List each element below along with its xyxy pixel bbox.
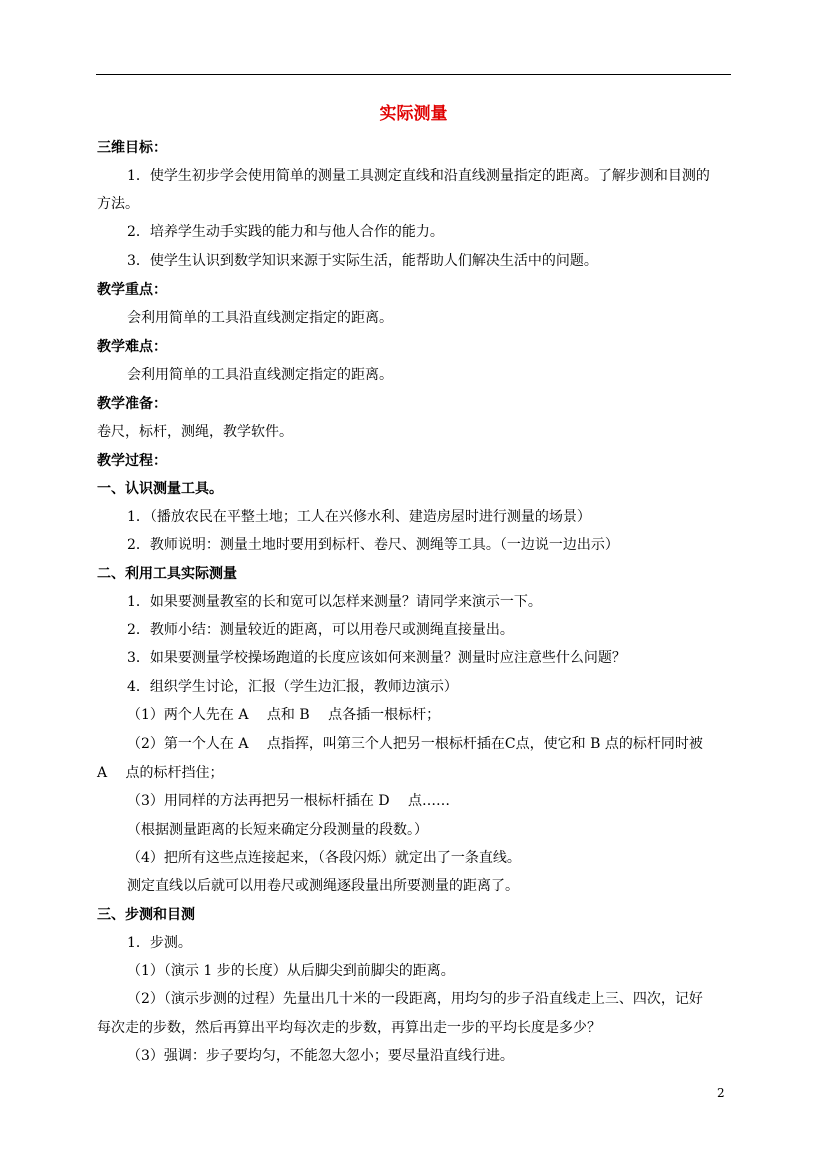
process-heading: 教学过程： xyxy=(97,453,167,469)
step-3: （3）用同样的方法再把另一根标杆插在 D 点…… xyxy=(127,793,451,809)
key-points-heading: 教学重点： xyxy=(97,282,167,298)
page-number: 2 xyxy=(717,1086,725,1100)
pace-step-2-line-2: 每次走的步数，然后再算出平均每次走的步数，再算出走一步的平均长度是多少？ xyxy=(97,1020,601,1036)
difficulty-text: 会利用简单的工具沿直线测定指定的距离。 xyxy=(127,367,393,383)
pace-step-1: （1）（演示 1 步的长度）从后脚尖到前脚尖的距离。 xyxy=(127,963,455,979)
goal-1-line-2: 方法。 xyxy=(97,196,139,212)
part-1-item-2: 2．教师说明：测量土地时要用到标杆、卷尺、测绳等工具。（一边说一边出示） xyxy=(127,537,619,553)
part-2-item-3: 3．如果要测量学校操场跑道的长度应该如何来测量？测量时应注意些什么问题？ xyxy=(127,650,626,666)
key-points-text: 会利用简单的工具沿直线测定指定的距离。 xyxy=(127,310,393,326)
pace-step-2-line-1: （2）（演示步测的过程）先量出几十米的一段距离，用均匀的步子沿直线走上三、四次，记好 xyxy=(127,991,703,1007)
part-3-heading: 三、步测和目测 xyxy=(97,907,195,923)
part-2-heading: 二、利用工具实际测量 xyxy=(97,566,237,582)
part-2-item-2: 2．教师小结：测量较近的距离，可以用卷尺或测绳直接量出。 xyxy=(127,622,514,638)
step-3-note: （根据测量距离的长短来确定分段测量的段数。） xyxy=(127,822,428,838)
step-2-line-1: （2）第一个人在 A 点指挥，叫第三个人把另一根标杆插在C点，使它和 B 点的标杆同时被 xyxy=(127,736,703,752)
header-rule xyxy=(96,74,731,75)
step-4: （4）把所有这些点连接起来，（各段闪烁）就定出了一条直线。 xyxy=(127,850,521,866)
page-title: 实际测量 xyxy=(379,104,448,124)
step-2-line-2: A 点的标杆挡住； xyxy=(97,765,224,781)
preparation-text: 卷尺，标杆，测绳，教学软件。 xyxy=(97,424,293,440)
goals-heading: 三维目标： xyxy=(97,140,167,156)
part-3-item-1: 1．步测。 xyxy=(127,935,192,951)
part-1-item-1: 1．（播放农民在平整土地；工人在兴修水利、建造房屋时进行测量的场景） xyxy=(127,509,591,525)
goal-3: 3．使学生认识到数学知识来源于实际生活，能帮助人们解决生活中的问题。 xyxy=(127,253,598,269)
part-1-heading: 一、认识测量工具。 xyxy=(97,481,223,497)
part-2-item-1: 1．如果要测量教室的长和宽可以怎样来测量？请同学来演示一下。 xyxy=(127,594,542,610)
pace-step-3: （3）强调：步子要均匀，不能忽大忽小；要尽量沿直线行进。 xyxy=(127,1048,514,1064)
goal-1-line-1: 1．使学生初步学会使用简单的测量工具测定直线和沿直线测量指定的距离。了解步测和目测的 xyxy=(127,168,710,184)
goal-2: 2．培养学生动手实践的能力和与他人合作的能力。 xyxy=(127,224,444,240)
step-1: （1）两个人先在 A 点和 B 点各插一根标杆； xyxy=(127,707,441,723)
part-2-item-4: 4．组织学生讨论，汇报（学生边汇报，教师边演示） xyxy=(127,679,458,695)
part-2-conclusion: 测定直线以后就可以用卷尺或测绳逐段量出所要测量的距离了。 xyxy=(127,878,519,894)
preparation-heading: 教学准备： xyxy=(97,396,167,412)
difficulty-heading: 教学难点： xyxy=(97,339,167,355)
